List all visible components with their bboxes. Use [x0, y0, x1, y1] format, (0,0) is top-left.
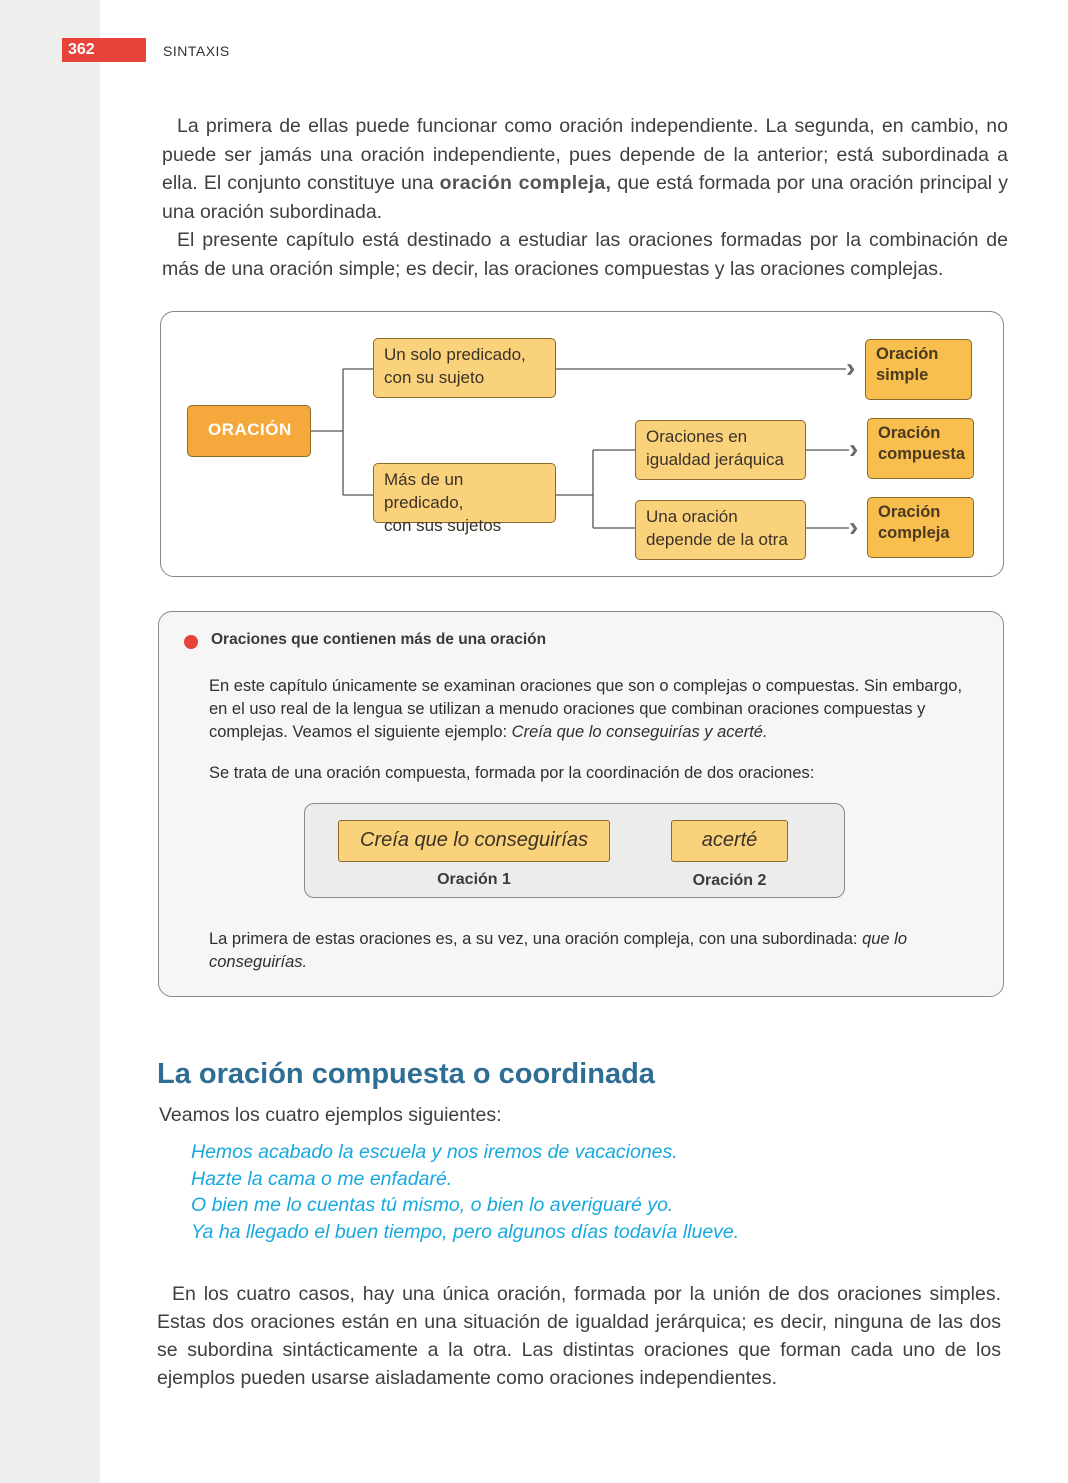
oracion-classification-diagram: [160, 311, 1004, 577]
note-p1-text: En este capítulo únicamente se examinan oraciones que son o complejas o compuestas. Sin embargo, en el uso real de la lengua se utilizan a menudo oraciones que combinan oraciones compuestas y complejas. Veamos el siguiente ejemplo:: [209, 677, 963, 741]
node-oracion-simple: [865, 339, 972, 400]
note-box: [158, 611, 1004, 997]
note-p3-example: que lo conseguirías.: [209, 930, 908, 971]
example-sentence-box: [304, 803, 845, 898]
node-oracion-compleja-line2: compleja: [878, 524, 950, 542]
connector-multi-to-subtypes: [556, 450, 635, 528]
node-depende-de-la-otra: [635, 500, 806, 560]
section-lead: Veamos los cuatro ejemplos siguientes:: [159, 1104, 502, 1126]
note-title: Oraciones que contienen más de una oración: [211, 631, 547, 648]
arrow-to-compuesta-icon: ›: [849, 433, 859, 464]
node-oracion-compleja-line1: Oración: [878, 503, 941, 521]
node-igualdad-line1: Oraciones en: [646, 427, 748, 446]
note-p1-example: Creía que lo conseguirías y acerté.: [511, 723, 768, 741]
node-oracion-compuesta-line1: Oración: [878, 424, 941, 442]
closing-paragraph: En los cuatro casos, hay una única oración, formada por la unión de dos oraciones simples. Estas dos oraciones están en una situación de igualdad jerárquica; es decir, ninguna de las dos se subordina sintácticamente a la otra. Las distintas oraciones que forman cada uno de los ejemplos pueden usarse aisladamente como oraciones independientes.: [157, 1283, 1001, 1389]
node-depende-line1: Una oración: [646, 507, 738, 526]
phrase-oracion-2: acerté: [671, 820, 788, 862]
caption-oracion-1: Oración 1: [437, 871, 511, 888]
arrow-to-simple-icon: ›: [846, 352, 856, 383]
term-oracion-compleja: oración compleja,: [439, 172, 612, 194]
node-un-solo-predicado-line2: con su sujeto: [384, 368, 485, 387]
intro-p1-part-a: La primera de ellas puede funcionar como oración independiente. La segunda, en cambio, no puede ser jamás una oración independiente, pues depende de la anterior; está subordinada a ella. El conjunto constituye una: [162, 115, 1008, 194]
example-list: [191, 1139, 739, 1245]
phrase-oracion-1: Creía que lo conseguirías: [338, 820, 610, 862]
intro-paragraph-2: El presente capítulo está destinado a estudiar las oraciones formadas por la combinación de más de una oración simple; es decir, las oraciones compuestas y las oraciones complejas.: [162, 229, 1008, 280]
note-paragraph-1: [209, 675, 984, 744]
intro-p1-part-b: que está formada por una oración principal y una oración subordinada.: [162, 172, 1008, 223]
caption-oracion-2: Oración 2: [692, 872, 767, 889]
node-igualdad-jerarquica: [635, 420, 806, 480]
arrow-to-compleja-icon: ›: [849, 511, 859, 542]
node-oracion-root: ORACIÓN: [187, 405, 311, 457]
node-oracion-simple-line1: Oración: [876, 345, 939, 363]
connector-root-to-branches: [311, 369, 373, 495]
note-paragraph-2: Se trata de una oración compuesta, formada por la coordinación de dos oraciones:: [209, 764, 815, 782]
section-heading: La oración compuesta o coordinada: [157, 1058, 655, 1090]
node-mas-de-un-predicado: [373, 463, 556, 535]
running-header: SINTAXIS: [163, 43, 230, 59]
note-paragraph-3: [209, 928, 984, 974]
node-un-solo-predicado: [373, 338, 556, 398]
node-depende-line2: depende de la otra: [646, 530, 788, 549]
node-mas-de-un-predicado-line1: Más de un predicado,: [384, 470, 464, 512]
example-sentence: Hemos acabado la escuela y nos iremos de vacaciones.: [191, 1141, 678, 1163]
example-sentence: O bien me lo cuentas tú mismo, o bien lo averiguaré yo.: [191, 1194, 674, 1216]
example-sentence: Ya ha llegado el buen tiempo, pero algunos días todavía llueve.: [191, 1220, 740, 1243]
node-oracion-compleja: [867, 497, 974, 558]
page-margin-strip: [0, 0, 100, 1483]
intro-text: [162, 112, 1008, 283]
intro-paragraph-1: [162, 112, 1008, 226]
node-oracion-compuesta: [867, 418, 974, 479]
page-number: 362: [62, 38, 146, 62]
example-sentence: Hazte la cama o me enfadaré.: [191, 1167, 453, 1190]
node-oracion-simple-line2: simple: [876, 366, 929, 384]
node-oracion-compuesta-line2: compuesta: [878, 445, 966, 463]
node-un-solo-predicado-line1: Un solo predicado,: [384, 345, 526, 364]
node-mas-de-un-predicado-line2: con sus sujetos: [384, 516, 502, 535]
note-bullet-icon: [184, 635, 198, 649]
note-p3-text: La primera de estas oraciones es, a su vez, una oración compleja, con una subordinada:: [209, 930, 863, 948]
node-igualdad-line2: igualdad jeráquica: [646, 450, 784, 469]
